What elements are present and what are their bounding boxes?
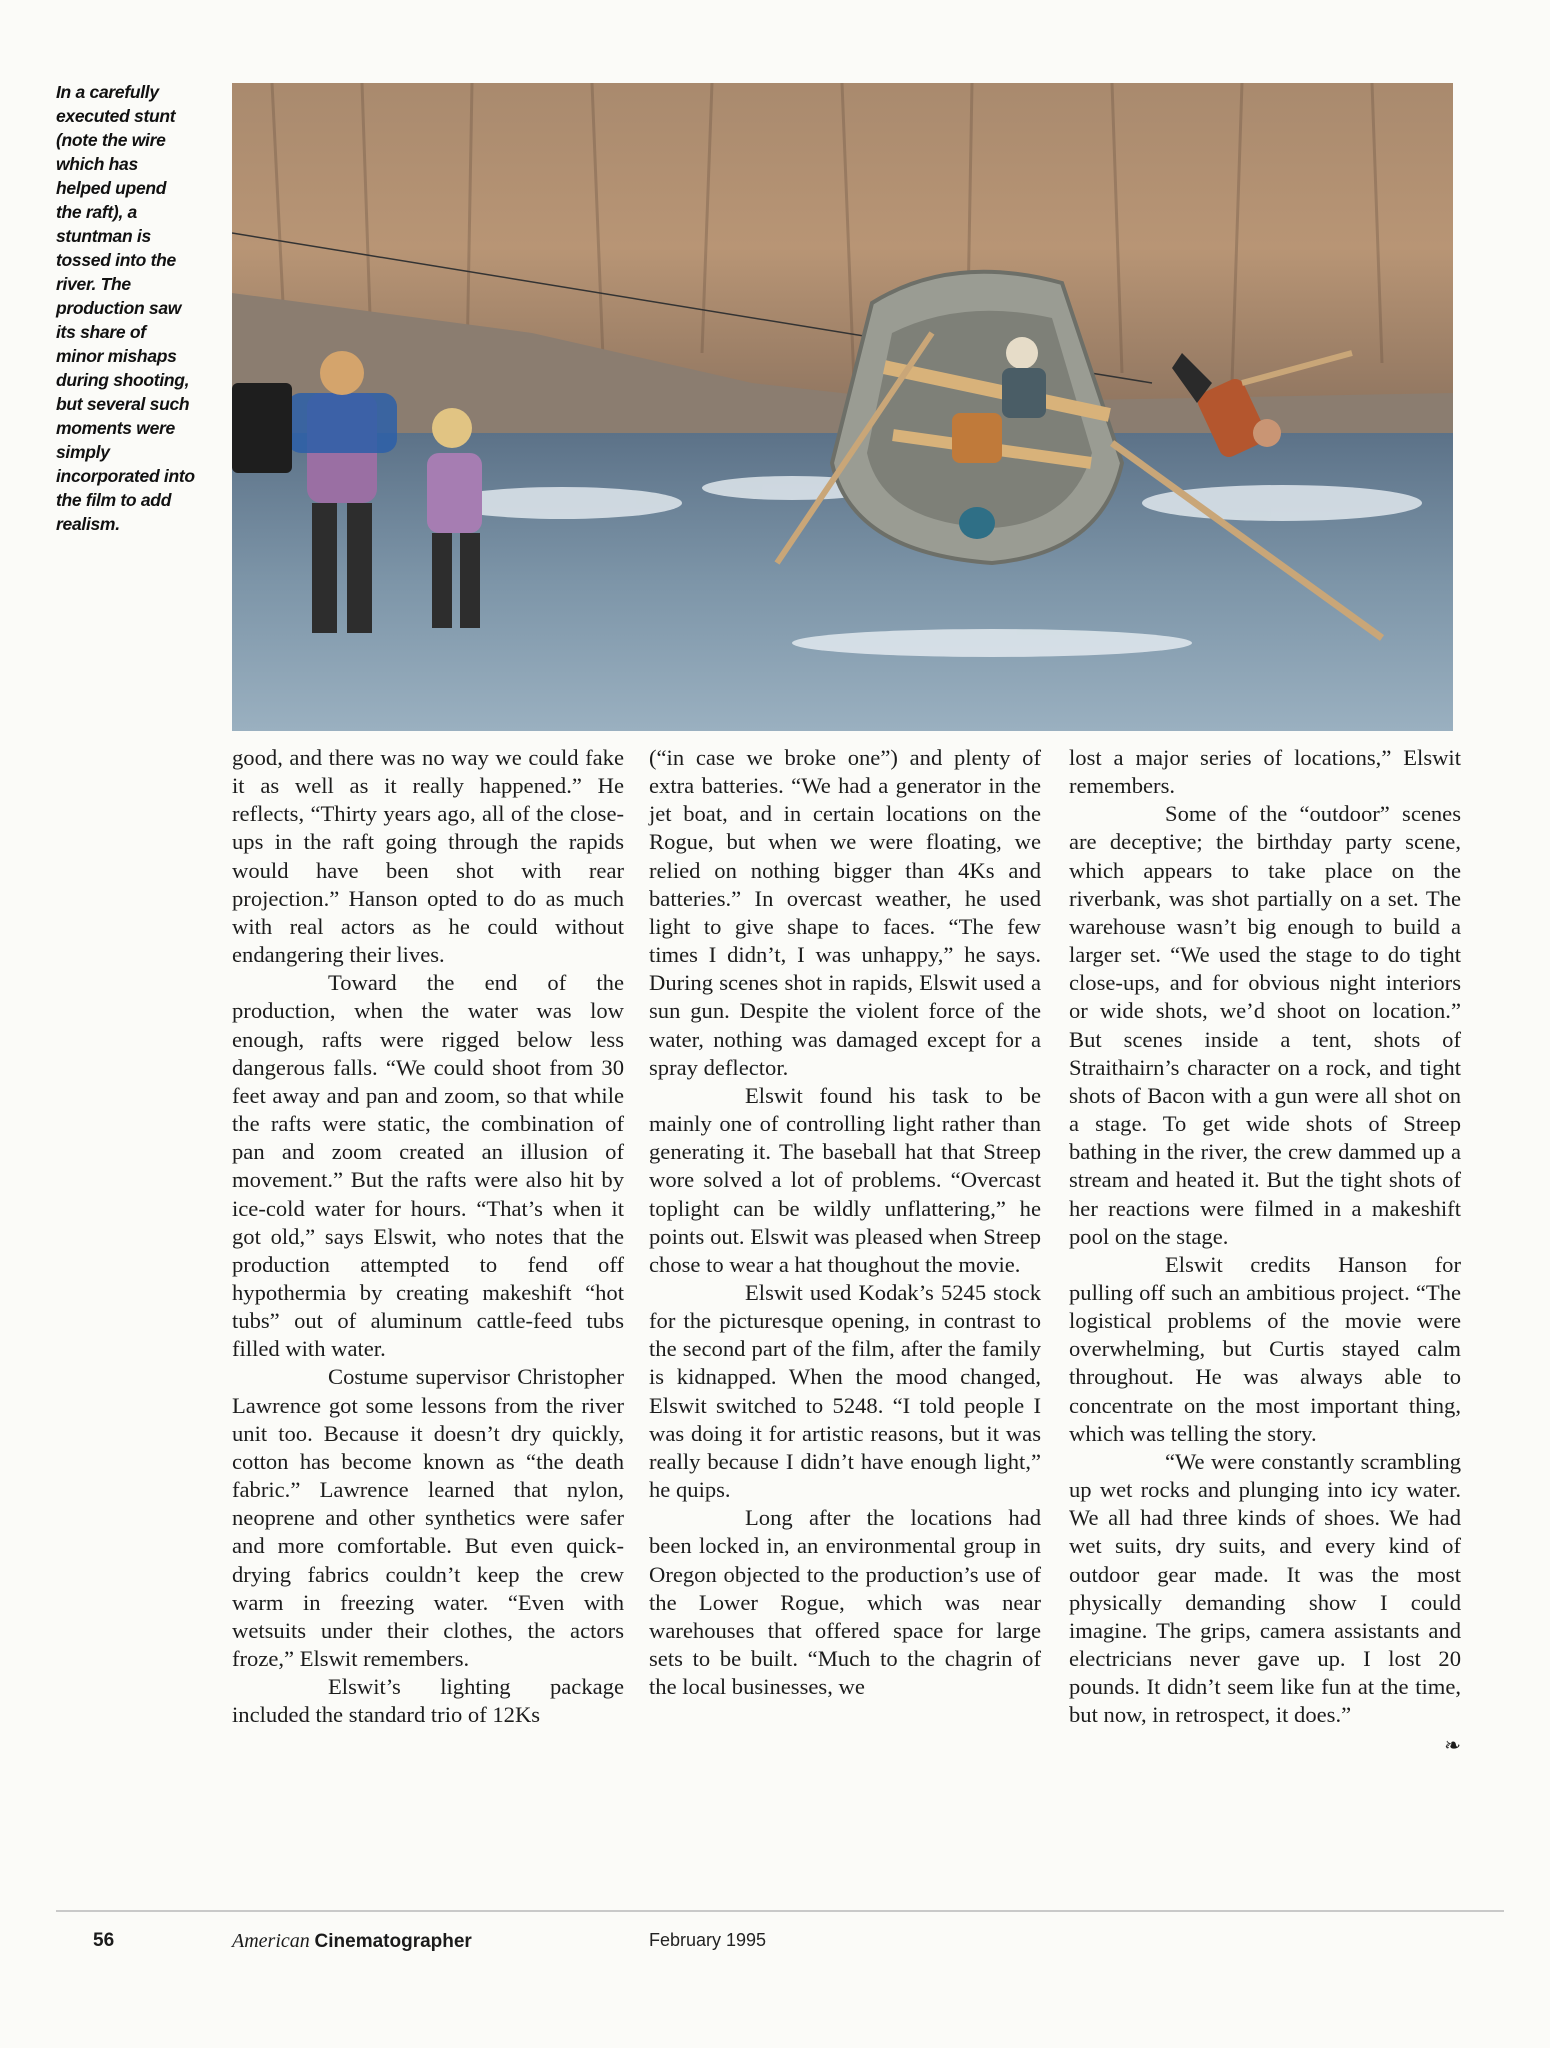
paragraph: Elswit used Kodak’s 5245 stock for the picturesque opening, in contrast to the second part of the film, after the family is kidnapped. When the mood changed, Elswit switched to 5248. “I told people I was doing it for artistic reasons, but it was really because I didn’t have enough light,” he quips. (649, 1279, 1041, 1503)
paragraph: Some of the “outdoor” scenes are deceptive; the birthday party scene, which appears to take place on the riverbank, was shot partially on a set. The warehouse wasn’t big enough to build a larger set. “We used the stage to do tight close-ups, and for obvious night interiors or wide shots, we’d shoot on location.” But scenes inside a tent, shots of Straithairn’s character on a rock, and tight shots of Bacon with a gun were all shot on a stage. To get wide shots of Streep bathing in the river, the crew dammed up a stream and heated it. But the tight shots of her reactions were filmed in a makeshift pool on the stage. (1069, 801, 1461, 1249)
text-column-2 (649, 744, 1041, 1701)
issue-date: February 1995 (649, 1930, 767, 1950)
text-column-3 (1069, 744, 1461, 1760)
text-column-1 (232, 744, 624, 1729)
magazine-title-prefix: American (232, 1930, 310, 1952)
magazine-title (232, 1930, 472, 1953)
paragraph: Long after the locations had been locked in, an environmental group in Oregon objected to the production’s use of the Lower Rogue, which was near warehouses that offered space for large sets to be built. “Much to the chagrin of the local businesses, we (649, 1505, 1041, 1700)
end-of-article-icon: ❧ (1444, 1733, 1461, 1758)
paragraph: lost a major series of locations,” Elswit remembers. (1069, 745, 1461, 799)
photo-caption: In a carefully executed stunt (note the wire which has helped upend the raft), a stuntman is tossed into the river. The production saw its share of minor mishaps during shooting, but several such moments were simply incorporated into the film to add realism. (56, 82, 195, 534)
paragraph: (“in case we broke one”) and plenty of extra batteries. “We had a generator in the jet boat, and in certain locations on the Rogue, but when we were floating, we relied on nothing bigger than 4Ks and batteries.” In overcast weather, he used light to give shape to faces. “The few times I didn’t, I was unhappy,” he says. During scenes shot in rapids, Elswit used a sun gun. Despite the violent force of the water, nothing was damaged except for a spray deflector. (649, 745, 1041, 1080)
paragraph: Elswit found his task to be mainly one of controlling light rather than generating it. The baseball hat that Streep wore solved a lot of problems. “Overcast toplight can be wildly unflattering,” he points out. Elswit was pleased when Streep chose to wear a hat thoughout the movie. (649, 1082, 1041, 1277)
magazine-title-name: Cinematographer (314, 1931, 472, 1952)
river-stunt-photo (232, 83, 1453, 731)
paragraph-last (1069, 1448, 1461, 1758)
paragraph: good, and there was no way we could fake it as well as it really happened.” He reflects, “Thirty years ago, all of the close-ups in the raft going through the rapids would have been shot with rear projection.” Hanson opted to do as much with real actors as he could without endangering their lives. (232, 745, 624, 968)
page-number: 56 (93, 1930, 115, 1951)
paragraph: Toward the end of the production, when the water was low enough, rafts were rigged below less dangerous falls. “We could shoot from 30 feet away and pan and zoom, so that while the rafts were static, the combination of pan and zoom created an illusion of movement.” But the rafts were also hit by ice-cold water for hours. “That’s when it got old,” says Elswit, who notes that the production attempted to fend off hypothermia by creating makeshift “hot tubs” out of aluminum cattle-feed tubs filled with water. (232, 970, 624, 1362)
paragraph: Elswit’s lighting package included the standard trio of 12Ks (232, 1674, 624, 1728)
paragraph: Elswit credits Hanson for pulling off such an ambitious project. “The logistical problems of the movie were overwhelming, but Curtis stayed calm throughout. He was always able to concentrate on the most important thing, which was telling the story. (1069, 1251, 1461, 1446)
footer-rule (56, 1910, 1504, 1912)
paragraph-text: “We were constantly scrambling up wet rocks and plunging into icy water. We all had three kinds of shoes. We had wet suits, dry suits, and every kind of outdoor gear made. It was the most physically demanding show I could imagine. The grips, camera assistants and electricians never gave up. I lost 20 pounds. It didn’t seem like fun at the time, but now, in retrospect, it does.” (1069, 1448, 1461, 1728)
paragraph: Costume supervisor Christopher Lawrence got some lessons from the river unit too. Because it doesn’t dry quickly, cotton has become known as “the death fabric.” Lawrence learned that nylon, neoprene and other synthetics were safer and more comfortable. But even quick-drying fabrics couldn’t keep the crew warm in freezing water. “Even with wetsuits under their clothes, the actors froze,” Elswit remembers. (232, 1364, 624, 1671)
